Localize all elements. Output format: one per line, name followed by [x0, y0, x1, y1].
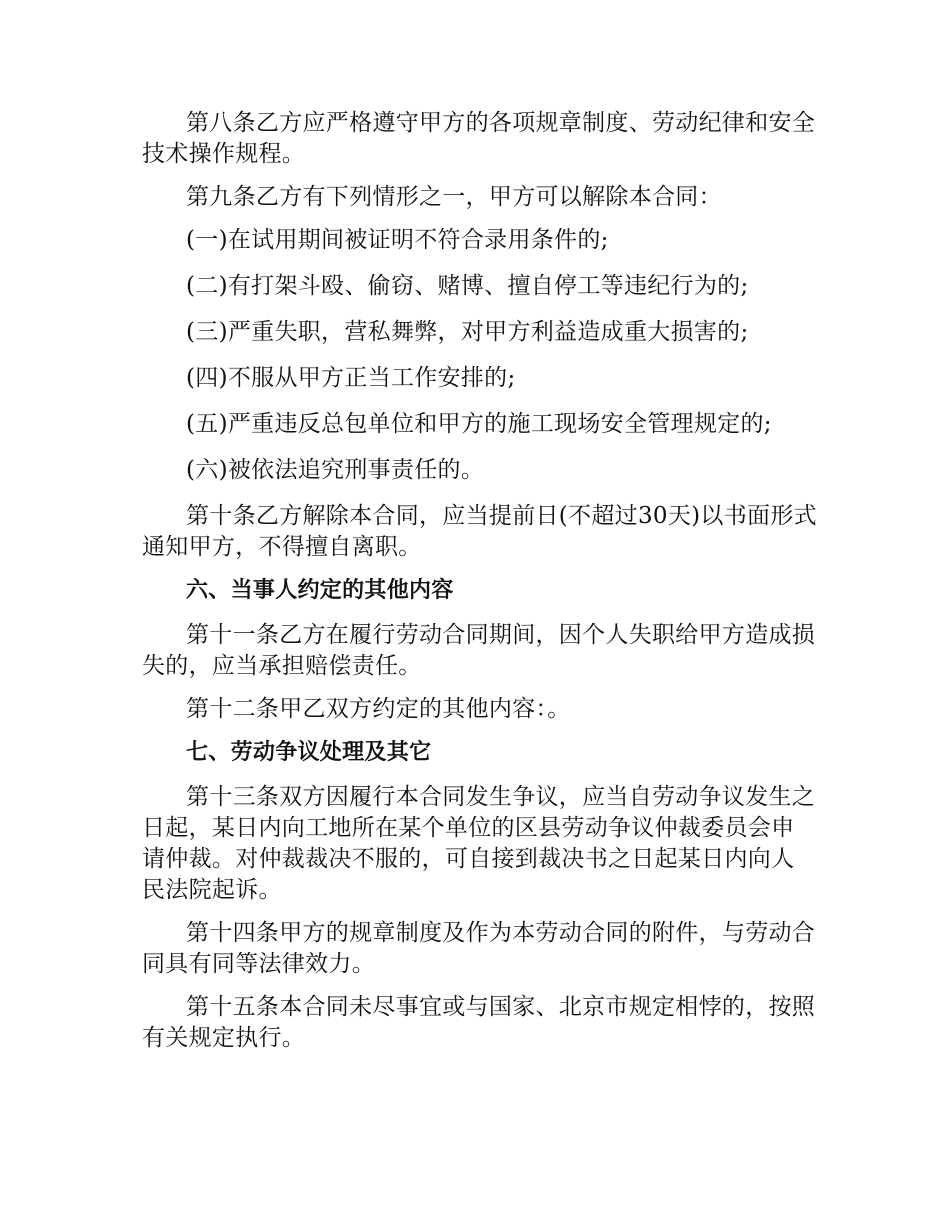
- article-15-paragraph: 第十五条本合同未尽事宜或与国家、北京市规定相悖的，按照有关规定执行。: [142, 994, 816, 1051]
- article-10-paragraph: 第十条乙方解除本合同，应当提前日(不超过30天)以书面形式通知甲方，不得擅自离职。: [142, 503, 817, 560]
- article-9-paragraph: 第九条乙方有下列情形之一，甲方可以解除本合同：: [186, 184, 722, 210]
- document-body: [142, 108, 817, 1066]
- article-9-item-4: (四)不服从甲方正当工作安排的;: [186, 365, 516, 391]
- article-14-paragraph: 第十四条甲方的规章制度及作为本劳动合同的附件，与劳动合同具有同等法律效力。: [142, 920, 816, 977]
- article-9-item-2: (二)有打架斗殴、偷窃、赌博、擅自停工等违纪行为的;: [186, 273, 749, 299]
- article-9-item-6: (六)被依法追究刑事责任的。: [186, 457, 485, 483]
- article-9-item-1: (一)在试用期间被证明不符合录用条件的;: [186, 227, 609, 253]
- section-6-heading: 六、当事人约定的其他内容: [186, 578, 454, 603]
- article-8-paragraph: 第八条乙方应严格遵守甲方的各项规章制度、劳动纪律和安全技术操作规程。: [142, 110, 816, 167]
- article-12-paragraph: 第十二条甲乙双方约定的其他内容：。: [186, 696, 571, 722]
- article-9-item-3: (三)严重失职，营私舞弊，对甲方利益造成重大损害的;: [186, 319, 749, 345]
- section-7-heading: 七、劳动争议处理及其它: [186, 740, 432, 765]
- article-13-paragraph: 第十三条双方因履行本合同发生争议，应当自劳动争议发生之日起，某日内向工地所在某个单位的区县劳动争议仲裁委员会申请仲裁。对仲裁裁决不服的，可自接到裁决书之日起某日内向人民法院起诉。: [142, 784, 816, 903]
- article-11-paragraph: 第十一条乙方在履行劳动合同期间，因个人失职给甲方造成损失的，应当承担赔偿责任。: [142, 622, 816, 679]
- article-9-item-5: (五)严重违反总包单位和甲方的施工现场安全管理规定的;: [186, 411, 772, 437]
